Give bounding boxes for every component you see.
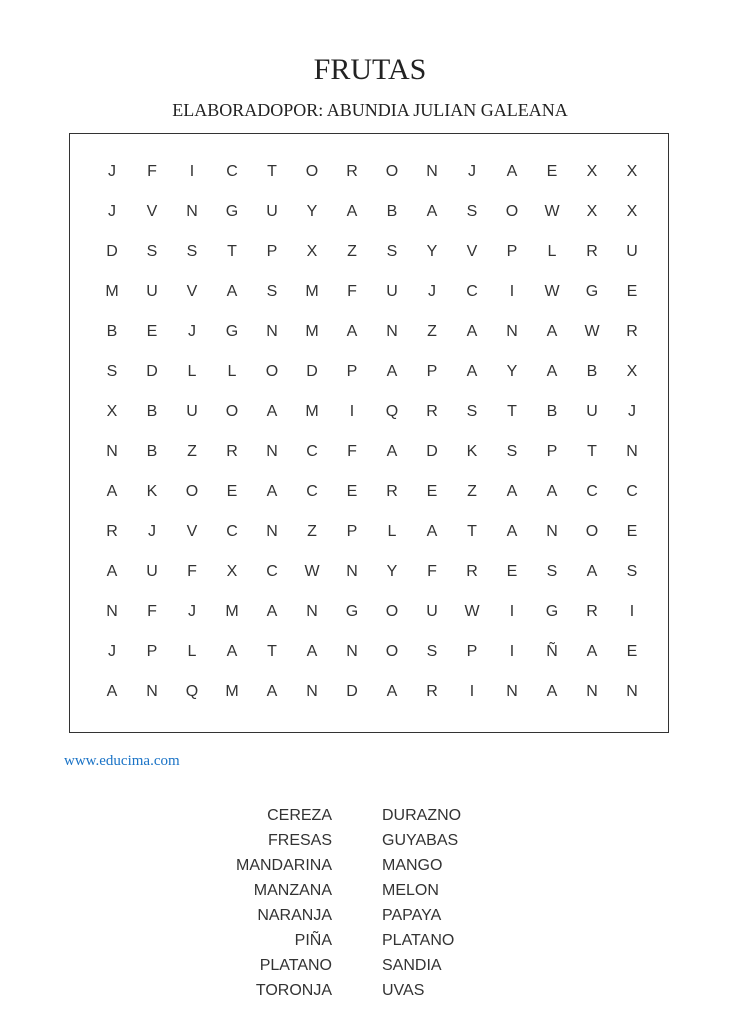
grid-letter[interactable]: E [626, 643, 638, 660]
grid-letter[interactable]: R [586, 243, 598, 260]
grid-letter[interactable]: F [347, 443, 357, 460]
grid-letter[interactable]: S [146, 243, 158, 260]
grid-row [92, 402, 652, 422]
grid-letter[interactable]: W [544, 283, 560, 300]
word-list-item: TORONJA [255, 982, 332, 999]
grid-letter[interactable]: T [227, 243, 237, 260]
grid-letter[interactable]: N [186, 203, 198, 220]
grid-letter[interactable]: M [225, 603, 239, 620]
grid-letter[interactable]: K [146, 483, 158, 500]
grid-letter[interactable]: A [386, 443, 398, 460]
grid-letter[interactable]: A [546, 683, 558, 700]
grid-letter[interactable]: P [546, 443, 558, 460]
page-title: FRUTAS [313, 53, 427, 86]
grid-letter[interactable]: F [147, 603, 157, 620]
grid-letter[interactable]: S [626, 563, 638, 580]
grid-letter[interactable]: I [509, 603, 515, 620]
grid-letter[interactable]: D [346, 683, 358, 700]
grid-letter[interactable]: A [506, 163, 518, 180]
grid-letter[interactable]: B [106, 323, 118, 340]
grid-row [92, 562, 652, 582]
word-list-item: GUYABAS [382, 832, 459, 849]
grid-letter[interactable]: E [546, 163, 558, 180]
grid-letter[interactable]: G [225, 323, 239, 340]
grid-letter[interactable]: N [266, 323, 278, 340]
grid-letter[interactable]: A [506, 483, 518, 500]
grid-letter[interactable]: E [626, 523, 638, 540]
grid-letter[interactable]: O [185, 483, 199, 500]
grid-letter[interactable]: V [186, 283, 198, 300]
grid-letter[interactable]: D [146, 363, 158, 380]
grid-letter[interactable]: S [106, 363, 118, 380]
grid-letter[interactable]: T [507, 403, 517, 420]
grid-letter[interactable]: A [306, 643, 318, 660]
grid-letter[interactable]: J [188, 323, 196, 340]
grid-row [92, 602, 652, 622]
grid-letter[interactable]: A [266, 483, 278, 500]
grid-letter[interactable]: E [346, 483, 358, 500]
grid-letter[interactable]: Z [467, 483, 477, 500]
grid-letter[interactable]: G [345, 603, 359, 620]
grid-letter[interactable]: A [386, 683, 398, 700]
grid-letter[interactable]: I [349, 403, 355, 420]
grid-letter[interactable]: Y [426, 243, 438, 260]
grid-letter[interactable]: B [586, 363, 598, 380]
word-list-item: DURAZNO [382, 807, 462, 824]
website-link[interactable]: www.educima.com [64, 753, 180, 769]
grid-letter[interactable]: N [506, 323, 518, 340]
grid-letter[interactable]: F [147, 163, 157, 180]
grid-letter[interactable]: O [305, 163, 319, 180]
grid-letter[interactable]: B [386, 203, 398, 220]
grid-letter[interactable]: D [426, 443, 438, 460]
grid-letter[interactable]: O [505, 203, 519, 220]
grid-letter[interactable]: R [626, 323, 638, 340]
grid-letter[interactable]: N [106, 603, 118, 620]
grid-letter[interactable]: X [626, 203, 638, 220]
grid-letter[interactable]: R [426, 403, 438, 420]
grid-letter[interactable]: S [386, 243, 398, 260]
grid-letter[interactable]: A [266, 683, 278, 700]
grid-letter[interactable]: K [466, 443, 478, 460]
grid-letter[interactable]: A [466, 363, 478, 380]
grid-letter[interactable]: P [426, 363, 438, 380]
grid-row [92, 202, 652, 222]
grid-letter[interactable]: T [587, 443, 597, 460]
grid-letter[interactable]: A [466, 323, 478, 340]
grid-letter[interactable]: S [466, 403, 478, 420]
grid-letter[interactable]: E [626, 283, 638, 300]
word-list-item: SANDIA [382, 957, 442, 974]
grid-letter[interactable]: T [267, 163, 277, 180]
grid-letter[interactable]: F [427, 563, 437, 580]
grid-letter[interactable]: O [265, 363, 279, 380]
grid-letter[interactable]: Z [347, 243, 357, 260]
grid-letter[interactable]: U [426, 603, 438, 620]
grid-row [92, 442, 652, 462]
grid-letter[interactable]: N [626, 683, 638, 700]
grid-letter[interactable]: C [226, 523, 238, 540]
grid-letter[interactable]: I [509, 283, 515, 300]
grid-letter[interactable]: G [585, 283, 599, 300]
grid-letter[interactable]: L [547, 243, 557, 260]
author-subtitle: ELABORADOPOR: ABUNDIA JULIAN GALEANA [172, 100, 568, 120]
grid-row [92, 362, 652, 382]
grid-letter[interactable]: S [186, 243, 198, 260]
word-list-right [382, 805, 532, 1005]
word-list-item: UVAS [382, 982, 425, 999]
grid-letter[interactable]: U [386, 283, 398, 300]
grid-letter[interactable]: Y [386, 563, 398, 580]
grid-row [92, 642, 652, 662]
grid-letter[interactable]: Ñ [546, 643, 558, 660]
grid-letter[interactable]: P [146, 643, 158, 660]
grid-letter[interactable]: L [187, 643, 197, 660]
grid-letter[interactable]: C [266, 563, 278, 580]
grid-letter[interactable]: X [226, 563, 238, 580]
grid-letter[interactable]: W [544, 203, 560, 220]
grid-letter[interactable]: W [584, 323, 600, 340]
grid-letter[interactable]: N [346, 643, 358, 660]
grid-letter[interactable]: Y [506, 363, 518, 380]
grid-letter[interactable]: O [225, 403, 239, 420]
grid-letter[interactable]: J [108, 163, 116, 180]
grid-letter[interactable]: N [106, 443, 118, 460]
grid-letter[interactable]: O [385, 163, 399, 180]
grid-letter[interactable]: A [346, 203, 358, 220]
grid-letter[interactable]: V [186, 523, 198, 540]
grid-letter[interactable]: I [509, 643, 515, 660]
grid-letter[interactable]: E [226, 483, 238, 500]
grid-row [92, 482, 652, 502]
grid-letter[interactable]: O [385, 603, 399, 620]
grid-row [92, 322, 652, 342]
grid-letter[interactable]: R [226, 443, 238, 460]
word-list-item: PAPAYA [382, 907, 442, 924]
grid-letter[interactable]: N [426, 163, 438, 180]
grid-letter[interactable]: U [626, 243, 638, 260]
grid-letter[interactable]: N [266, 443, 278, 460]
word-list-item: PLATANO [259, 957, 332, 974]
grid-letter[interactable]: R [386, 483, 398, 500]
grid-letter[interactable]: N [546, 523, 558, 540]
grid-letter[interactable]: S [266, 283, 278, 300]
grid-letter[interactable]: F [347, 283, 357, 300]
grid-letter[interactable]: B [546, 403, 558, 420]
word-list-left [182, 805, 332, 1005]
grid-letter[interactable]: P [346, 363, 358, 380]
grid-row [92, 282, 652, 302]
grid-letter[interactable]: A [226, 643, 238, 660]
grid-letter[interactable]: G [545, 603, 559, 620]
grid-letter[interactable]: W [304, 563, 320, 580]
grid-letter[interactable]: R [466, 563, 478, 580]
grid-letter[interactable]: X [306, 243, 318, 260]
grid-letter[interactable]: A [266, 403, 278, 420]
grid-row [92, 522, 652, 542]
grid-letter[interactable]: N [506, 683, 518, 700]
grid-letter[interactable]: L [387, 523, 397, 540]
grid-letter[interactable]: M [305, 283, 319, 300]
grid-letter[interactable]: W [464, 603, 480, 620]
grid-letter[interactable]: A [546, 323, 558, 340]
grid-letter[interactable]: R [106, 523, 118, 540]
grid-letter[interactable]: M [225, 683, 239, 700]
grid-letter[interactable]: V [146, 203, 158, 220]
grid-letter[interactable]: Y [306, 203, 318, 220]
grid-letter[interactable]: B [146, 403, 158, 420]
grid-letter[interactable]: N [146, 683, 158, 700]
grid-letter[interactable]: O [385, 643, 399, 660]
grid-letter[interactable]: A [226, 283, 238, 300]
grid-letter[interactable]: A [386, 363, 398, 380]
grid-letter[interactable]: A [266, 603, 278, 620]
grid-letter[interactable]: C [586, 483, 598, 500]
word-list-item: PLATANO [382, 932, 455, 949]
grid-letter[interactable]: M [105, 283, 119, 300]
grid-letter[interactable]: U [266, 203, 278, 220]
grid-letter[interactable]: L [187, 363, 197, 380]
grid-letter[interactable]: C [226, 163, 238, 180]
grid-letter[interactable]: R [346, 163, 358, 180]
grid-letter[interactable]: X [106, 403, 118, 420]
grid-letter[interactable]: F [187, 563, 197, 580]
grid-letter[interactable]: Q [185, 683, 199, 700]
grid-letter[interactable]: J [188, 603, 196, 620]
word-search-grid [69, 133, 669, 733]
grid-letter[interactable]: J [108, 203, 116, 220]
grid-letter[interactable]: I [469, 683, 475, 700]
grid-letter[interactable]: G [225, 203, 239, 220]
grid-row [92, 682, 652, 702]
grid-letter[interactable]: N [626, 443, 638, 460]
grid-letter[interactable]: N [346, 563, 358, 580]
grid-letter[interactable]: J [108, 643, 116, 660]
word-list-item: PIÑA [294, 932, 332, 949]
grid-letter[interactable]: N [306, 683, 318, 700]
word-list-item: MELON [382, 882, 439, 899]
grid-letter[interactable]: V [466, 243, 478, 260]
grid-letter[interactable]: B [146, 443, 158, 460]
grid-letter[interactable]: N [306, 603, 318, 620]
grid-letter[interactable]: S [506, 443, 518, 460]
grid-letter[interactable]: L [227, 363, 237, 380]
grid-letter[interactable]: T [267, 643, 277, 660]
grid-letter[interactable]: X [626, 363, 638, 380]
grid-letter[interactable]: J [468, 163, 476, 180]
grid-letter[interactable]: M [305, 323, 319, 340]
grid-letter[interactable]: E [146, 323, 158, 340]
grid-letter[interactable]: E [426, 483, 438, 500]
grid-letter[interactable]: X [586, 163, 598, 180]
grid-letter[interactable]: A [106, 563, 118, 580]
grid-letter[interactable]: P [266, 243, 278, 260]
grid-letter[interactable]: N [386, 323, 398, 340]
word-list-item: NARANJA [257, 907, 332, 924]
grid-letter[interactable]: J [428, 283, 436, 300]
grid-letter[interactable]: S [466, 203, 478, 220]
grid-letter[interactable]: A [106, 483, 118, 500]
grid-letter[interactable]: J [628, 403, 636, 420]
grid-letter[interactable]: A [546, 363, 558, 380]
grid-letter[interactable]: R [586, 603, 598, 620]
grid-letter[interactable]: D [106, 243, 118, 260]
grid-letter[interactable]: O [585, 523, 599, 540]
grid-letter[interactable]: A [426, 203, 438, 220]
grid-letter[interactable]: U [186, 403, 198, 420]
grid-letter[interactable]: M [305, 403, 319, 420]
grid-letter[interactable]: P [466, 643, 478, 660]
grid-letter[interactable]: S [546, 563, 558, 580]
grid-letter[interactable]: A [586, 643, 598, 660]
grid-letter[interactable]: E [506, 563, 518, 580]
word-list-item: MANZANA [253, 882, 332, 899]
grid-letter[interactable]: U [586, 403, 598, 420]
grid-letter[interactable]: P [346, 523, 358, 540]
grid-letter[interactable]: A [346, 323, 358, 340]
grid-letter[interactable]: I [189, 163, 195, 180]
grid-letter[interactable]: N [586, 683, 598, 700]
grid-letter[interactable]: A [586, 563, 598, 580]
grid-letter[interactable]: U [146, 563, 158, 580]
grid-letter[interactable]: C [306, 443, 318, 460]
grid-letter[interactable]: Z [427, 323, 437, 340]
grid-letter[interactable]: Q [385, 403, 399, 420]
grid-letter[interactable]: A [546, 483, 558, 500]
grid-letter[interactable]: A [426, 523, 438, 540]
grid-letter[interactable]: P [506, 243, 518, 260]
grid-letter[interactable]: C [466, 283, 478, 300]
word-list-item: MANGO [382, 857, 443, 874]
grid-letter[interactable]: C [306, 483, 318, 500]
grid-row [92, 162, 652, 182]
grid-letter[interactable]: D [306, 363, 318, 380]
grid-letter[interactable]: I [629, 603, 635, 620]
grid-letter[interactable]: X [626, 163, 638, 180]
word-list-item: MANDARINA [235, 857, 332, 874]
word-list-item: CEREZA [267, 807, 332, 824]
word-list-item: FRESAS [267, 832, 332, 849]
grid-letter[interactable]: C [626, 483, 638, 500]
grid-letter[interactable]: R [426, 683, 438, 700]
grid-letter[interactable]: S [426, 643, 438, 660]
grid-row [92, 242, 652, 262]
grid-letter[interactable]: A [506, 523, 518, 540]
grid-letter[interactable]: J [148, 523, 156, 540]
grid-letter[interactable]: Z [307, 523, 317, 540]
grid-letter[interactable]: Z [187, 443, 197, 460]
grid-letter[interactable]: U [146, 283, 158, 300]
grid-letter[interactable]: T [467, 523, 477, 540]
grid-letter[interactable]: A [106, 683, 118, 700]
grid-letter[interactable]: N [266, 523, 278, 540]
grid-letter[interactable]: X [586, 203, 598, 220]
